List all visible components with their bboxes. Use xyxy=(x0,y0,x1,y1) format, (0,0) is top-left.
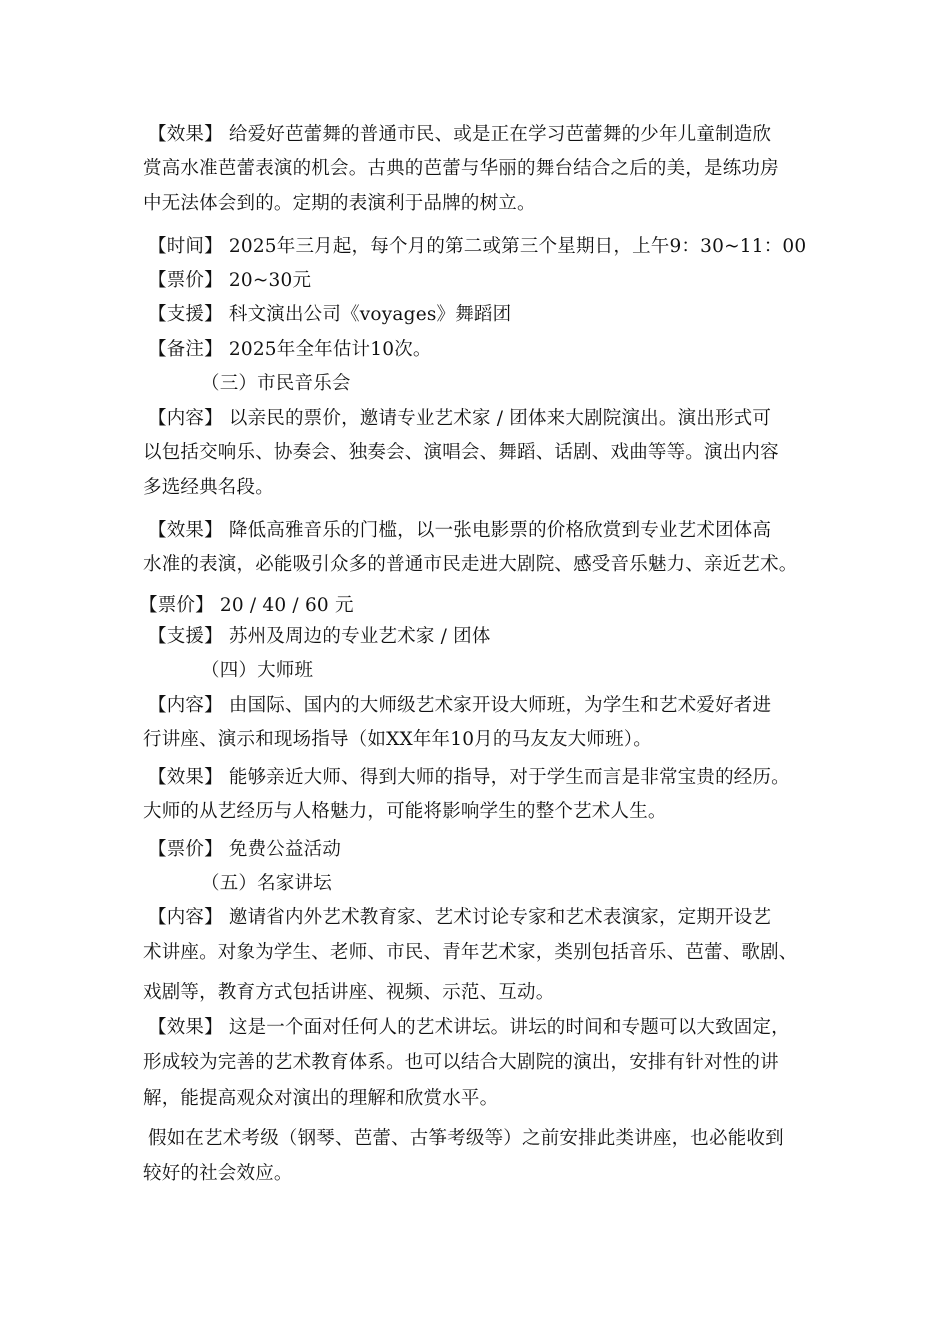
paragraph-line: 【效果】 能够亲近大师、得到大师的指导，对于学生而言是非常宝贵的经历。 xyxy=(148,767,790,788)
paragraph-line: 行讲座、演示和现场指导（如XX年年10月的马友友大师班）。 xyxy=(143,729,652,750)
section-heading: （三）市民音乐会 xyxy=(201,373,351,394)
paragraph-line: 【内容】 由国际、国内的大师级艺术家开设大师班，为学生和艺术爱好者进 xyxy=(148,695,772,716)
paragraph-line: 较好的社会效应。 xyxy=(143,1163,293,1184)
paragraph-line: 【效果】 给爱好芭蕾舞的普通市民、或是正在学习芭蕾舞的少年儿童制造欣 xyxy=(148,124,772,145)
paragraph-line: 术讲座。对象为学生、老师、市民、青年艺术家，类别包括音乐、芭蕾、歌剧、 xyxy=(143,942,798,963)
paragraph-line: 【备注】 2025年全年估计10次。 xyxy=(148,339,432,360)
paragraph-line: 解，能提高观众对演出的理解和欣赏水平。 xyxy=(143,1088,499,1109)
paragraph-line: 【支援】 科文演出公司《voyages》舞蹈团 xyxy=(148,304,512,325)
paragraph-line: 【票价】 20 / 40 / 60 元 xyxy=(139,595,354,616)
paragraph-line: 赏高水准芭蕾表演的机会。古典的芭蕾与华丽的舞台结合之后的美，是练功房 xyxy=(143,158,779,179)
paragraph-line: 形成较为完善的艺术教育体系。也可以结合大剧院的演出，安排有针对性的讲 xyxy=(143,1052,779,1073)
paragraph-line: 【支援】 苏州及周边的专业艺术家 / 团体 xyxy=(148,626,491,647)
paragraph-line: 【时间】 2025年三月起，每个月的第二或第三个星期日，上午9：30~11：00 xyxy=(148,236,807,257)
paragraph-line: 【内容】 以亲民的票价，邀请专业艺术家 / 团体来大剧院演出。演出形式可 xyxy=(148,408,772,429)
paragraph-line: 水准的表演，必能吸引众多的普通市民走进大剧院、感受音乐魅力、亲近艺术。 xyxy=(143,554,798,575)
paragraph-line: 【效果】 这是一个面对任何人的艺术讲坛。讲坛的时间和专题可以大致固定， xyxy=(148,1017,790,1038)
paragraph-line: 【内容】 邀请省内外艺术教育家、艺术讨论专家和艺术表演家，定期开设艺 xyxy=(148,907,772,928)
section-heading: （五）名家讲坛 xyxy=(201,873,332,894)
paragraph-line: 【票价】 免费公益活动 xyxy=(148,839,342,860)
section-heading: （四）大师班 xyxy=(201,660,314,681)
paragraph-line: 假如在艺术考级（钢琴、芭蕾、古筝考级等）之前安排此类讲座，也必能收到 xyxy=(148,1128,784,1149)
paragraph-line: 中无法体会到的。定期的表演利于品牌的树立。 xyxy=(143,193,536,214)
paragraph-line: 戏剧等，教育方式包括讲座、视频、示范、互动。 xyxy=(143,982,555,1003)
paragraph-line: 大师的从艺经历与人格魅力，可能将影响学生的整个艺术人生。 xyxy=(143,801,667,822)
paragraph-line: 多选经典名段。 xyxy=(143,477,274,498)
paragraph-line: 【票价】 20~30元 xyxy=(148,270,312,291)
paragraph-line: 【效果】 降低高雅音乐的门槛，以一张电影票的价格欣赏到专业艺术团体高 xyxy=(148,520,772,541)
paragraph-line: 以包括交响乐、协奏会、独奏会、演唱会、舞蹈、话剧、戏曲等等。演出内容 xyxy=(143,442,779,463)
